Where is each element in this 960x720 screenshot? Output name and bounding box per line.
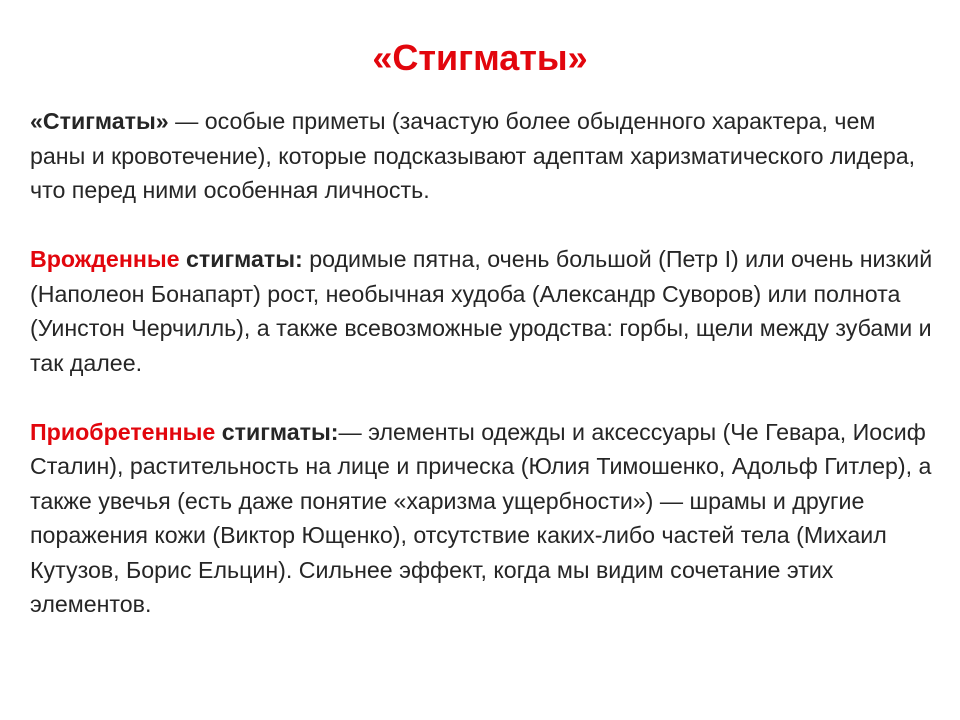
paragraph-accent-word: Врожденные <box>30 246 180 272</box>
slide-body <box>30 104 935 622</box>
paragraph-accent-word: Приобретенные <box>30 418 216 445</box>
paragraph-term: стигматы: <box>179 246 303 272</box>
paragraph-definition <box>30 104 935 208</box>
paragraph-innate-stigmata <box>30 242 935 380</box>
paragraph-text: родимые пятна, очень большой (Петр I) или очень низкий (Наполеон Бонапарт) рост, необычная худоба (Александр Суворов) или полнота (Уинстон Черчилль), а также всевозможные уродства: горбы, щели между зубами и так далее. <box>30 246 933 376</box>
slide-title: «Стигматы» <box>372 37 588 78</box>
paragraph-text: — особые приметы (зачастую более обыденного характера, чем раны и кровотечение), которые подсказывают адептам харизматического лидера, что перед ними особенная личность. <box>30 108 916 203</box>
paragraph-text: — элементы одежды и аксессуары (Че Гевара, Иосиф Сталин), растительность на лице и прическа (Юлия Тимошенко, Адольф Гитлер), а также увечья (есть даже понятие «харизма ущербности») — шрамы и другие поражения кожи (Виктор Ющенко), отсутствие каких-либо частей тела (Михаил Кутузов, Борис Ельцин). Сильнее эффект, когда мы видим сочетание этих элементов. <box>30 418 932 617</box>
paragraph-term: стигматы: <box>215 418 339 445</box>
paragraph-term: «Стигматы» <box>30 108 169 134</box>
paragraph-acquired-stigmata <box>30 415 935 622</box>
